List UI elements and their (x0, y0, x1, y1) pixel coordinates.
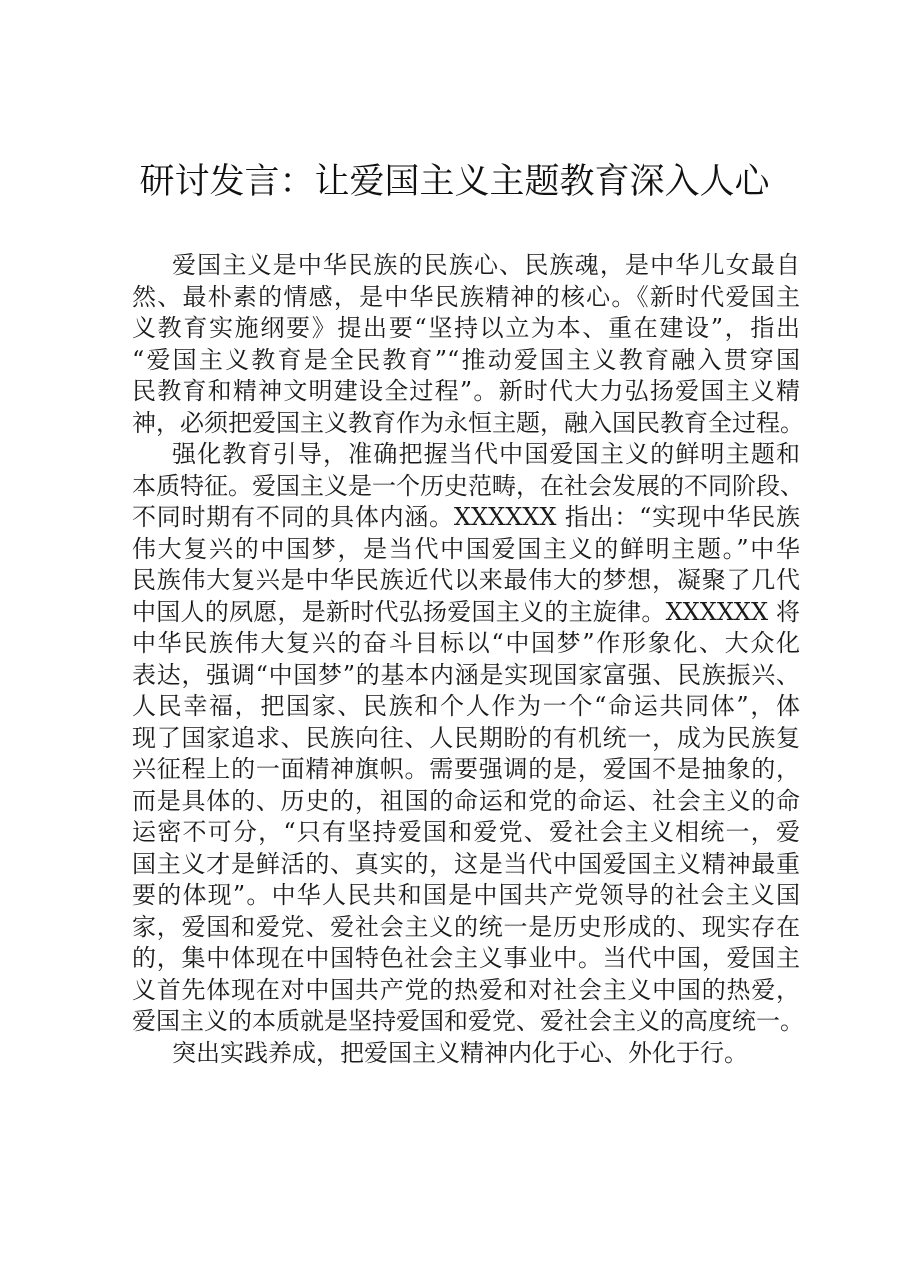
body-line: 爱国主义是中华民族的民族心、民族魂，是中华儿女最自 (172, 251, 800, 279)
body-line: 表达，强调“中国梦”的基本内涵是实现国家富强、民族振兴、 (132, 660, 800, 689)
body-line: 义教育实施纲要》提出要“坚持以立为本、重在建设”，指出 (132, 314, 800, 342)
body-line: 民族伟大复兴是中华民族近代以来最伟大的梦想，凝聚了几代 (132, 566, 800, 594)
body-line: 人民幸福，把国家、民族和个人作为一个“命运共同体”，体 (132, 692, 800, 720)
document-body (132, 250, 804, 1069)
body-line: 伟大复兴的中国梦，是当代中国爱国主义的鲜明主题。”中华 (132, 534, 800, 563)
body-line: 本质特征。爱国主义是一个历史范畴，在社会发展的不同阶段、 (132, 471, 804, 500)
body-line: 不同时期有不同的具体内涵。XXXXXX 指出：“实现中华民族 (132, 503, 800, 531)
body-line: 中国人的夙愿，是新时代弘扬爱国主义的主旋律。XXXXXX 将 (132, 597, 800, 626)
body-line: 兴征程上的一面精神旗帜。需要强调的是，爱国不是抽象的， (132, 755, 800, 783)
body-line: 神，必须把爱国主义教育作为永恒主题，融入国民教育全过程。 (132, 408, 804, 437)
body-line: 家，爱国和爱党、爱社会主义的统一是历史形成的、现实存在 (132, 912, 800, 941)
body-line: 爱国主义的本质就是坚持爱国和爱党、爱社会主义的高度统一。 (132, 1007, 804, 1035)
body-line: 义首先体现在对中国共产党的热爱和对社会主义中国的热爱， (132, 975, 800, 1004)
body-line: 然、最朴素的情感，是中华民族精神的核心。《新时代爱国主 (132, 282, 800, 311)
body-line: 现了国家追求、民族向往、人民期盼的有机统一，成为民族复 (132, 723, 800, 752)
body-line: 强化教育引导，准确把握当代中国爱国主义的鲜明主题和 (172, 440, 800, 468)
body-line: 国主义才是鲜活的、真实的，这是当代中国爱国主义精神最重 (132, 849, 800, 878)
body-line: 运密不可分，“只有坚持爱国和爱党、爱社会主义相统一，爱 (132, 818, 800, 846)
body-line: 中华民族伟大复兴的奋斗目标以“中国梦”作形象化、大众化 (132, 629, 800, 657)
document-title: 研讨发言：让爱国主义主题教育深入人心 (139, 162, 770, 202)
body-line: 的，集中体现在中国特色社会主义事业中。当代中国，爱国主 (132, 944, 800, 972)
body-line: 突出实践养成，把爱国主义精神内化于心、外化于行。 (172, 1038, 748, 1067)
body-line: 要的体现”。中华人民共和国是中国共产党领导的社会主义国 (132, 881, 800, 909)
body-line: “爱国主义教育是全民教育”“推动爱国主义教育融入贯穿国 (132, 345, 800, 374)
body-line: 民教育和精神文明建设全过程”。新时代大力弘扬爱国主义精 (132, 377, 800, 405)
body-line: 而是具体的、历史的，祖国的命运和党的命运、社会主义的命 (132, 786, 800, 815)
